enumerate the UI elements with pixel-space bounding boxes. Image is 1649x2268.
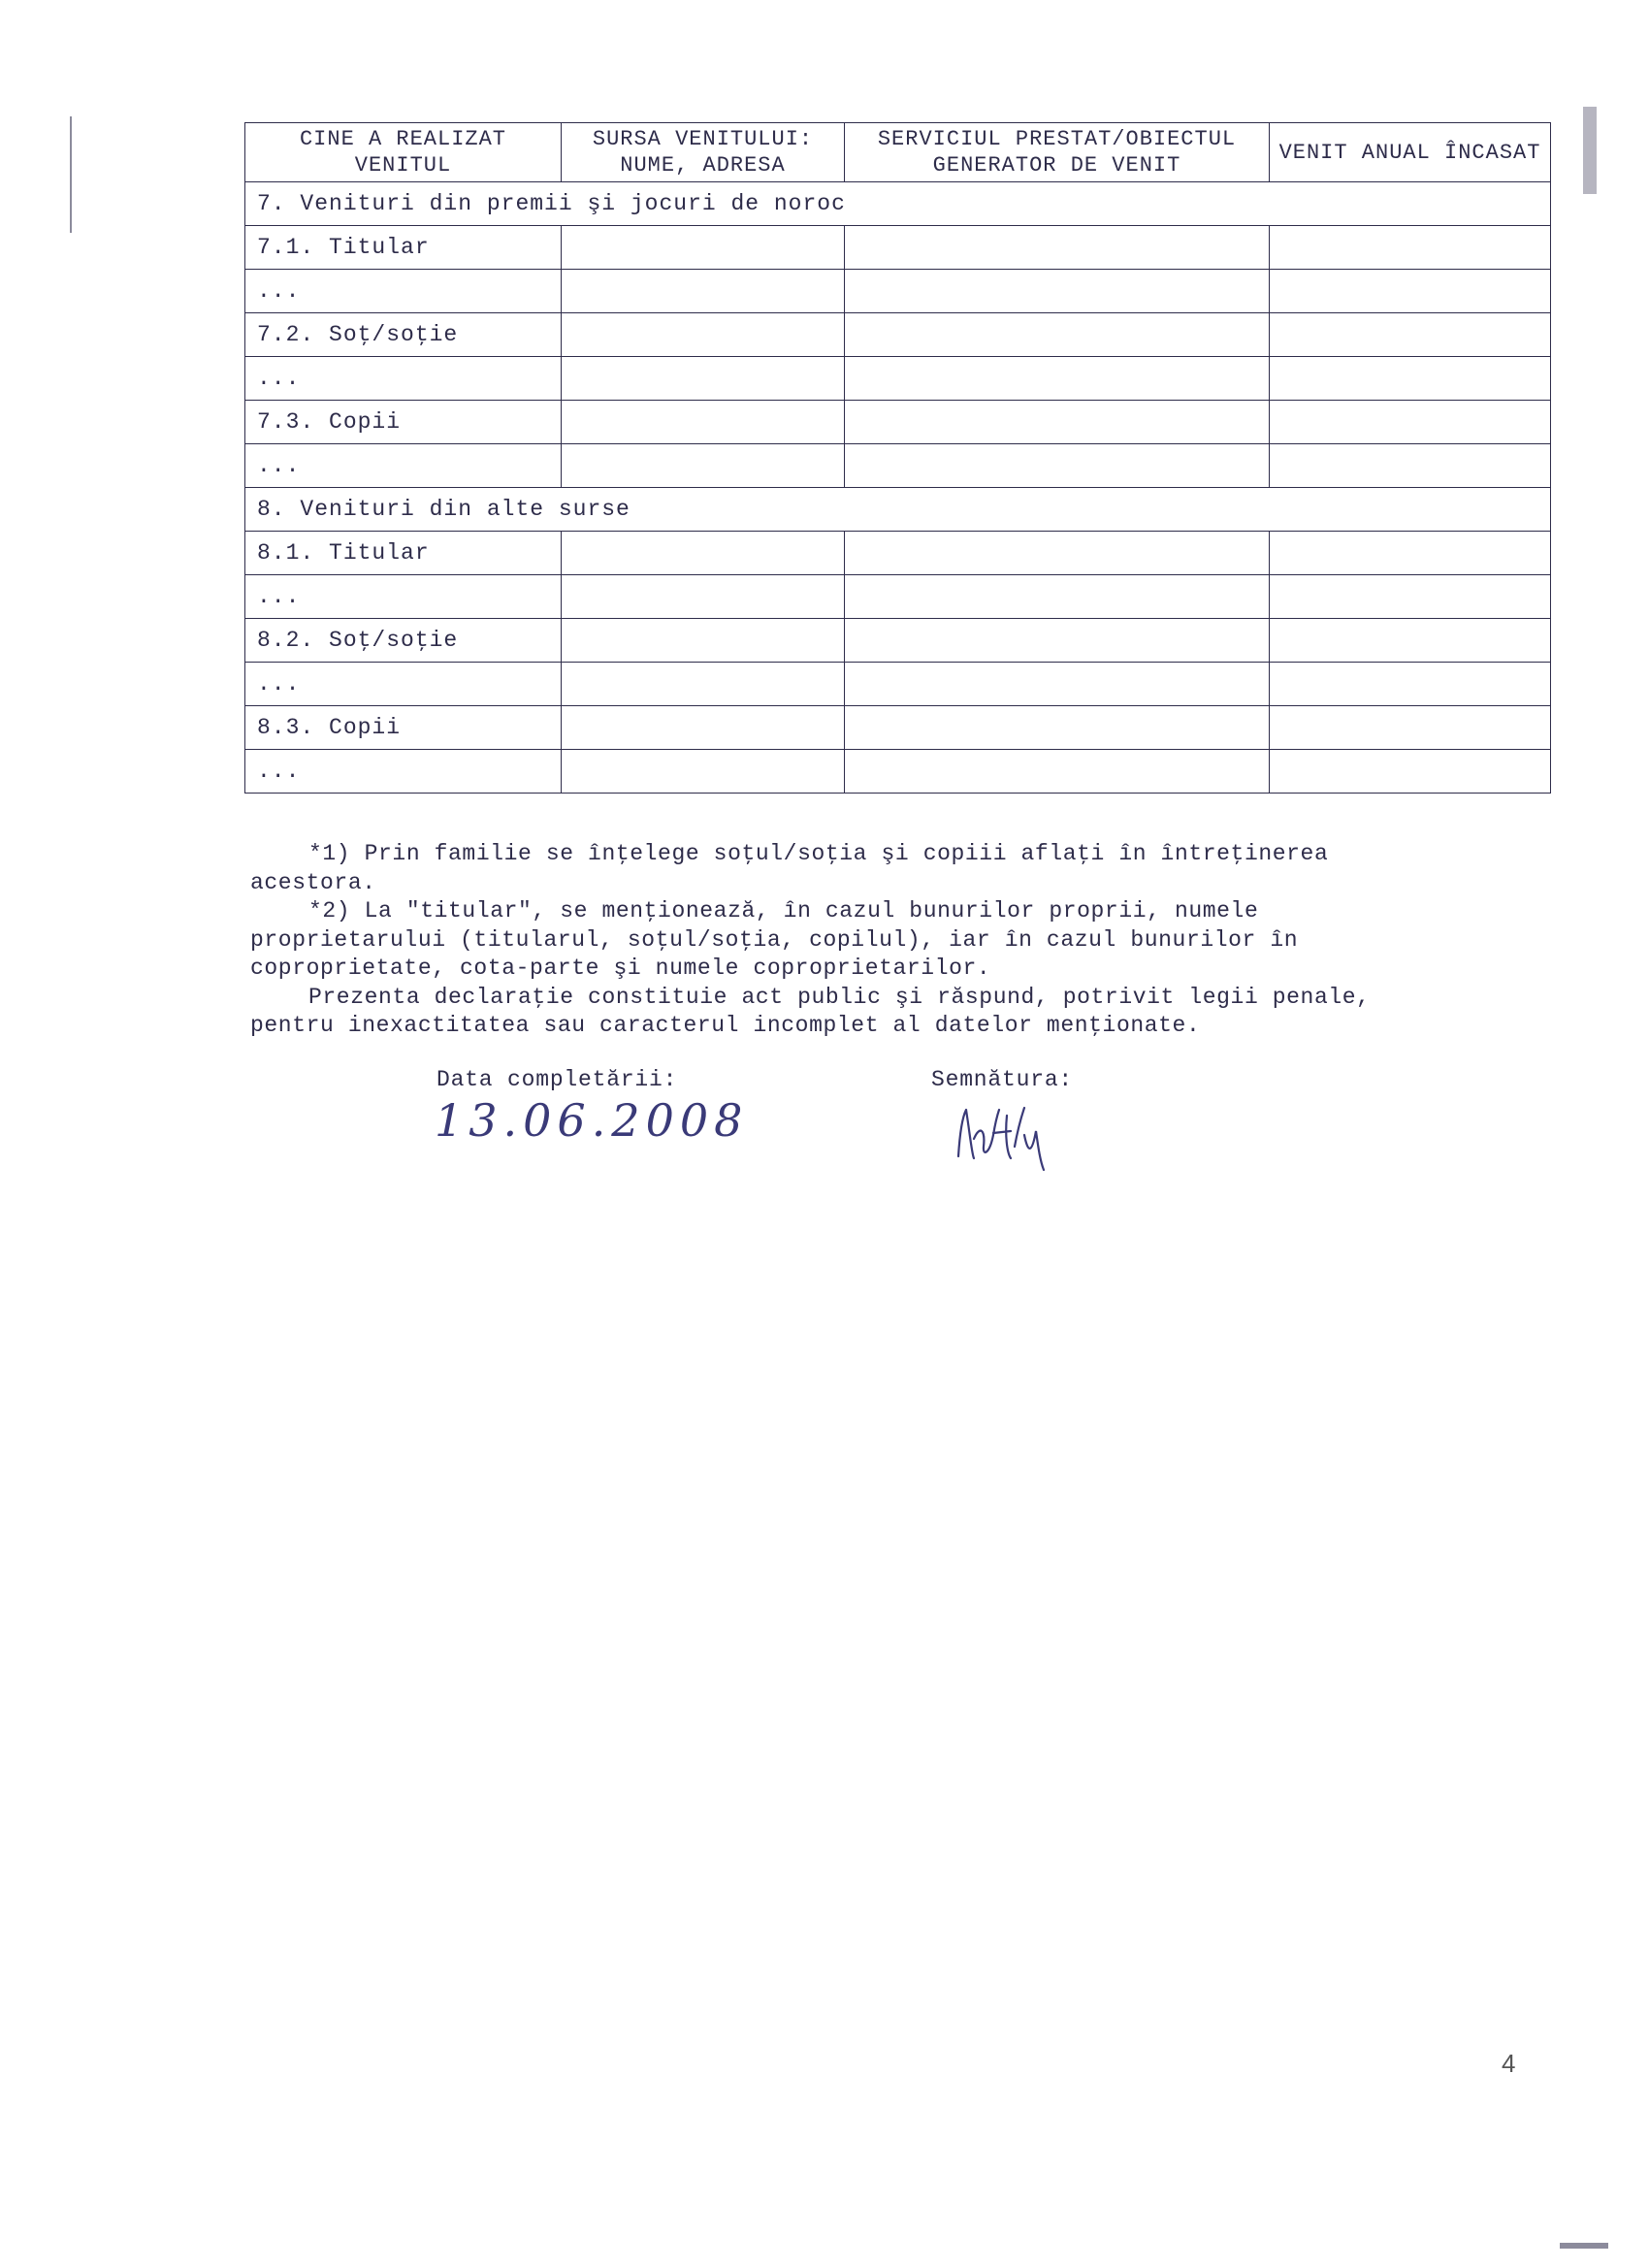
table-row (245, 226, 1551, 270)
source-cell (562, 532, 845, 575)
signature-scribble-icon (951, 1096, 1057, 1174)
section-label: 8. Venituri din alte surse (245, 488, 1551, 532)
row-label: ... (245, 663, 562, 706)
service-cell (845, 313, 1270, 357)
table-row (245, 706, 1551, 750)
service-cell (845, 663, 1270, 706)
row-label: 7.1. Titular (245, 226, 562, 270)
section-label: 7. Venituri din premii şi jocuri de noroc (245, 182, 1551, 226)
income-cell (1270, 619, 1551, 663)
service-cell (845, 619, 1270, 663)
source-cell (562, 706, 845, 750)
row-label: 7.2. Soţ/soţie (245, 313, 562, 357)
table-row (245, 444, 1551, 488)
service-cell (845, 401, 1270, 444)
table-row (245, 619, 1551, 663)
date-value: 13.06.2008 (435, 1094, 749, 1147)
header-who: CINE A REALIZAT VENITUL (245, 123, 562, 182)
row-label: 8.1. Titular (245, 532, 562, 575)
service-cell (845, 226, 1270, 270)
income-cell (1270, 663, 1551, 706)
source-cell (562, 357, 845, 401)
scan-mark-right-edge (1583, 107, 1597, 194)
row-label: ... (245, 575, 562, 619)
income-cell (1270, 706, 1551, 750)
table-row (245, 357, 1551, 401)
income-cell (1270, 270, 1551, 313)
income-cell (1270, 750, 1551, 794)
page-number: 4 (1502, 2049, 1516, 2078)
service-cell (845, 750, 1270, 794)
income-cell (1270, 532, 1551, 575)
row-label: ... (245, 750, 562, 794)
date-label: Data completării: (436, 1067, 678, 1092)
table-header (245, 123, 1551, 182)
source-cell (562, 663, 845, 706)
table-row (245, 663, 1551, 706)
header-annual-income: VENIT ANUAL ÎNCASAT (1270, 123, 1551, 182)
signature-label: Semnătura: (931, 1067, 1074, 1092)
income-cell (1270, 575, 1551, 619)
income-cell (1270, 357, 1551, 401)
row-label: 7.3. Copii (245, 401, 562, 444)
row-label: 8.2. Soţ/soţie (245, 619, 562, 663)
header-row (245, 123, 1551, 182)
row-label: ... (245, 444, 562, 488)
source-cell (562, 575, 845, 619)
income-cell (1270, 313, 1551, 357)
service-cell (845, 357, 1270, 401)
table-section-row (245, 488, 1551, 532)
income-cell (1270, 401, 1551, 444)
footnote-family: *1) Prin familie se înţelege soţul/soţia şi copiii aflaţi în întreţinerea acestora. (250, 841, 1329, 895)
service-cell (845, 532, 1270, 575)
service-cell (845, 706, 1270, 750)
table-section-row (245, 182, 1551, 226)
table-body (245, 182, 1551, 794)
row-label: ... (245, 357, 562, 401)
source-cell (562, 444, 845, 488)
source-cell (562, 619, 845, 663)
table-row (245, 313, 1551, 357)
row-label: ... (245, 270, 562, 313)
source-cell (562, 401, 845, 444)
income-cell (1270, 444, 1551, 488)
table-row (245, 401, 1551, 444)
scan-mark-left (70, 116, 72, 233)
service-cell (845, 575, 1270, 619)
footnote-titular: *2) La "titular", se menţionează, în cazul bunurilor proprii, numele proprietarului (titularul, soţul/soţia, copilul), iar în cazul bunurilor în coproprietate, cota-parte şi numele coproprietarilor. (250, 898, 1299, 981)
source-cell (562, 313, 845, 357)
income-cell (1270, 226, 1551, 270)
table-row (245, 750, 1551, 794)
header-service: SERVICIUL PRESTAT/OBIECTUL GENERATOR DE VENIT (845, 123, 1270, 182)
source-cell (562, 750, 845, 794)
handwritten-signature (951, 1096, 1057, 1179)
footnote-declaration: Prezenta declaraţie constituie act public şi răspund, potrivit legii penale, pentru inexactitatea sau caracterul incomplet al datelor menţionate. (250, 984, 1371, 1038)
scan-mark-bottom-right (1560, 2243, 1608, 2249)
footnotes (250, 840, 1453, 1041)
source-cell (562, 226, 845, 270)
income-table (244, 122, 1551, 794)
source-cell (562, 270, 845, 313)
table-row (245, 532, 1551, 575)
service-cell (845, 444, 1270, 488)
row-label: 8.3. Copii (245, 706, 562, 750)
table-row (245, 575, 1551, 619)
service-cell (845, 270, 1270, 313)
header-source: SURSA VENITULUI: NUME, ADRESA (562, 123, 845, 182)
table-row (245, 270, 1551, 313)
